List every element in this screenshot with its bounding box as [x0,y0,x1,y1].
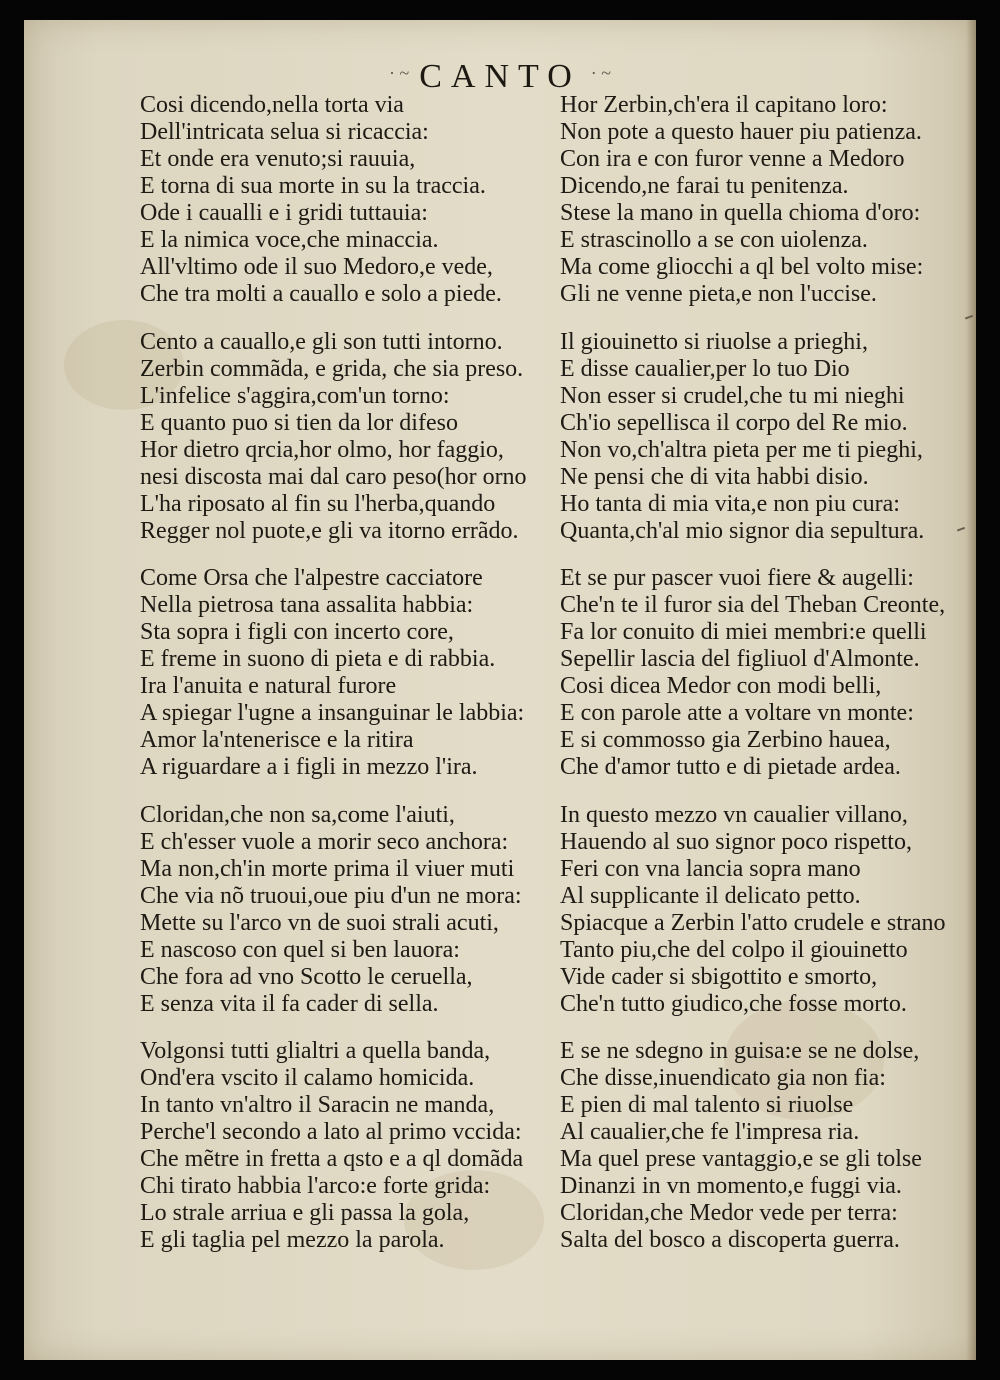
verse-line: In tanto vn'altro il Saracin ne manda, [140,1092,495,1118]
verse-line: Et onde era venuto;si rauuia, [140,146,416,172]
verse-line: Salta del bosco a discoperta guerra. [560,1227,900,1253]
verse-line: Volgonsi tutti glialtri a quella banda, [140,1038,491,1064]
verse-line: Che d'amor tutto e di pietade ardea. [560,754,901,780]
verse-line: Regger nol puote,e gli va itorno errãdo. [140,517,519,544]
verse-line: Ode i caualli e i gridi tuttauia: [140,200,428,226]
verse-line: Che'n tutto giudico,che fosse morto. [560,990,907,1017]
verse-line: Non esser si crudel,che tu mi nieghi [560,382,905,409]
verse-line: Che'n te il furor sia del Theban Creonte, [560,592,946,618]
verse-line: Come Orsa che l'alpestre cacciatore [140,565,483,591]
stanza [140,329,555,545]
stanza [560,329,980,545]
verse-line: Sepellir lascia del figliuol d'Almonte. [560,646,920,672]
verse-line: In questo mezzo vn caualier villano, [560,801,908,828]
verse-line: Amor la'ntenerisce e la ritira [140,727,414,753]
right-column [560,92,980,1275]
verse-line: Sta sopra i figli con incerto core, [140,619,454,645]
verse-line: Cloridan,che non sa,come l'aiuti, [140,801,455,828]
verse-line: Che mẽtre in fretta a qsto e a ql domãda [140,1146,524,1172]
verse-line: Ira l'anuita e natural furore [140,673,397,699]
verse-line: A spiegar l'ugne a insanguinar le labbia: [140,700,525,726]
verse-line: E disse caualier,per lo tuo Dio [560,355,850,382]
verse-line: Ne pensi che di vita habbi disio. [560,463,869,490]
verse-line: Non vo,ch'altra pieta per me ti pieghi, [560,436,923,463]
verse-line: E strascinollo a se con uiolenza. [560,227,868,253]
header-ornament-left: · ~ [389,63,410,83]
verse-line: Ma quel prese vantaggio,e se gli tolse [560,1146,922,1172]
verse-line: Nella pietrosa tana assalita habbia: [140,592,474,618]
verse-line: Ho tanta di mia vita,e non piu cura: [560,490,900,517]
verse-line: Dinanzi in vn momento,e fuggi via. [560,1173,902,1199]
verse-line: Quanta,ch'al mio signor dia sepultura. [560,517,925,544]
verse-line: E quanto puo si tien da lor difeso [140,409,458,436]
verse-line: E pien di mal talento si riuolse [560,1092,854,1118]
verse-line: L'ha riposato al fin su l'herba,quando [140,490,496,517]
verse-line: Dicendo,ne farai tu penitenza. [560,173,849,199]
stanza [560,565,980,781]
verse-line: Et se pur pascer vuoi fiere & augelli: [560,565,914,591]
verse-line: E se ne sdegno in guisa:e se ne dolse, [560,1038,920,1064]
stanza [560,92,980,308]
verse-line: E con parole atte a voltare vn monte: [560,700,914,726]
verse-line: Ond'era vscito il calamo homicida. [140,1065,475,1091]
verse-line: E freme in suono di pieta e di rabbia. [140,646,496,672]
verse-line: Stese la mano in quella chioma d'oro: [560,200,921,226]
verse-line: Al caualier,che fe l'impresa ria. [560,1119,860,1145]
verse-line: E senza vita il fa cader di sella. [140,990,439,1017]
stanza [140,565,555,781]
verse-line: L'infelice s'aggira,com'un torno: [140,382,450,409]
verse-line: Cloridan,che Medor vede per terra: [560,1200,898,1226]
stanza [560,802,980,1018]
verse-line: Cosi dicea Medor con modi belli, [560,673,882,699]
verse-line: Dell'intricata selua si ricaccia: [140,119,429,145]
verse-line: Hauendo al suo signor poco rispetto, [560,828,912,855]
verse-line: Fa lor conuito di miei membri:e quelli [560,619,927,645]
stanza [560,1038,980,1254]
verse-line: Ma come gliocchi a ql bel volto mise: [560,254,924,280]
verse-line: Il giouinetto si riuolse a prieghi, [560,328,868,355]
header-ornament-right: · ~ [590,63,611,83]
stanza [140,92,555,308]
verse-line: Non pote a questo hauer piu patienza. [560,119,922,145]
verse-line: E la nimica voce,che minaccia. [140,227,439,253]
verse-line: Cosi dicendo,nella torta via [140,92,404,118]
verse-line: E nascoso con quel si ben lauora: [140,936,460,963]
verse-line: Che fora ad vno Scotto le ceruella, [140,963,473,990]
verse-line: E torna di sua morte in su la traccia. [140,173,486,199]
verse-line: Che disse,inuendicato gia non fia: [560,1065,886,1091]
running-header [0,58,1000,96]
verse-line: Ma non,ch'in morte prima il viuer muti [140,855,515,882]
verse-line: Spiacque a Zerbin l'atto crudele e strano [560,909,946,936]
verse-line: Cento a cauallo,e gli son tutti intorno. [140,328,503,355]
verse-line: Tanto piu,che del colpo il giouinetto [560,936,908,963]
verse-line: Vide cader si sbigottito e smorto, [560,963,878,990]
stanza [140,802,555,1018]
verse-line: Hor Zerbin,ch'era il capitano loro: [560,92,888,118]
verse-line: E ch'esser vuole a morir seco anchora: [140,828,509,855]
verse-line: Chi tirato habbia l'arco:e forte grida: [140,1173,491,1199]
verse-line: Feri con vna lancia sopra mano [560,855,861,882]
verse-line: Gli ne venne pieta,e non l'uccise. [560,281,877,307]
verse-line: Zerbin commãda, e grida, che sia preso. [140,355,524,382]
verse-line: All'vltimo ode il suo Medoro,e vede, [140,254,493,280]
verse-line: Lo strale arriua e gli passa la gola, [140,1200,470,1226]
verse-line: Ch'io sepellisca il corpo del Re mio. [560,409,908,436]
left-column [140,92,555,1275]
verse-line: E si commosso gia Zerbino hauea, [560,727,891,753]
stanza [140,1038,555,1254]
verse-line: Perche'l secondo a lato al primo vccida: [140,1119,522,1145]
header-title: CANTO [419,58,581,95]
verse-line: Che tra molti a cauallo e solo a piede. [140,281,502,307]
verse-line: Al supplicante il delicato petto. [560,882,861,909]
verse-line: nesi discosta mai dal caro peso(hor orno [140,463,527,490]
verse-line: Che via nõ truoui,oue piu d'un ne mora: [140,882,522,909]
verse-line: Con ira e con furor venne a Medoro [560,146,905,172]
verse-line: A riguardare a i figli in mezzo l'ira. [140,754,478,780]
verse-line: E gli taglia pel mezzo la parola. [140,1227,445,1253]
verse-line: Hor dietro qrcia,hor olmo, hor faggio, [140,436,504,463]
verse-line: Mette su l'arco vn de suoi strali acuti, [140,909,499,936]
